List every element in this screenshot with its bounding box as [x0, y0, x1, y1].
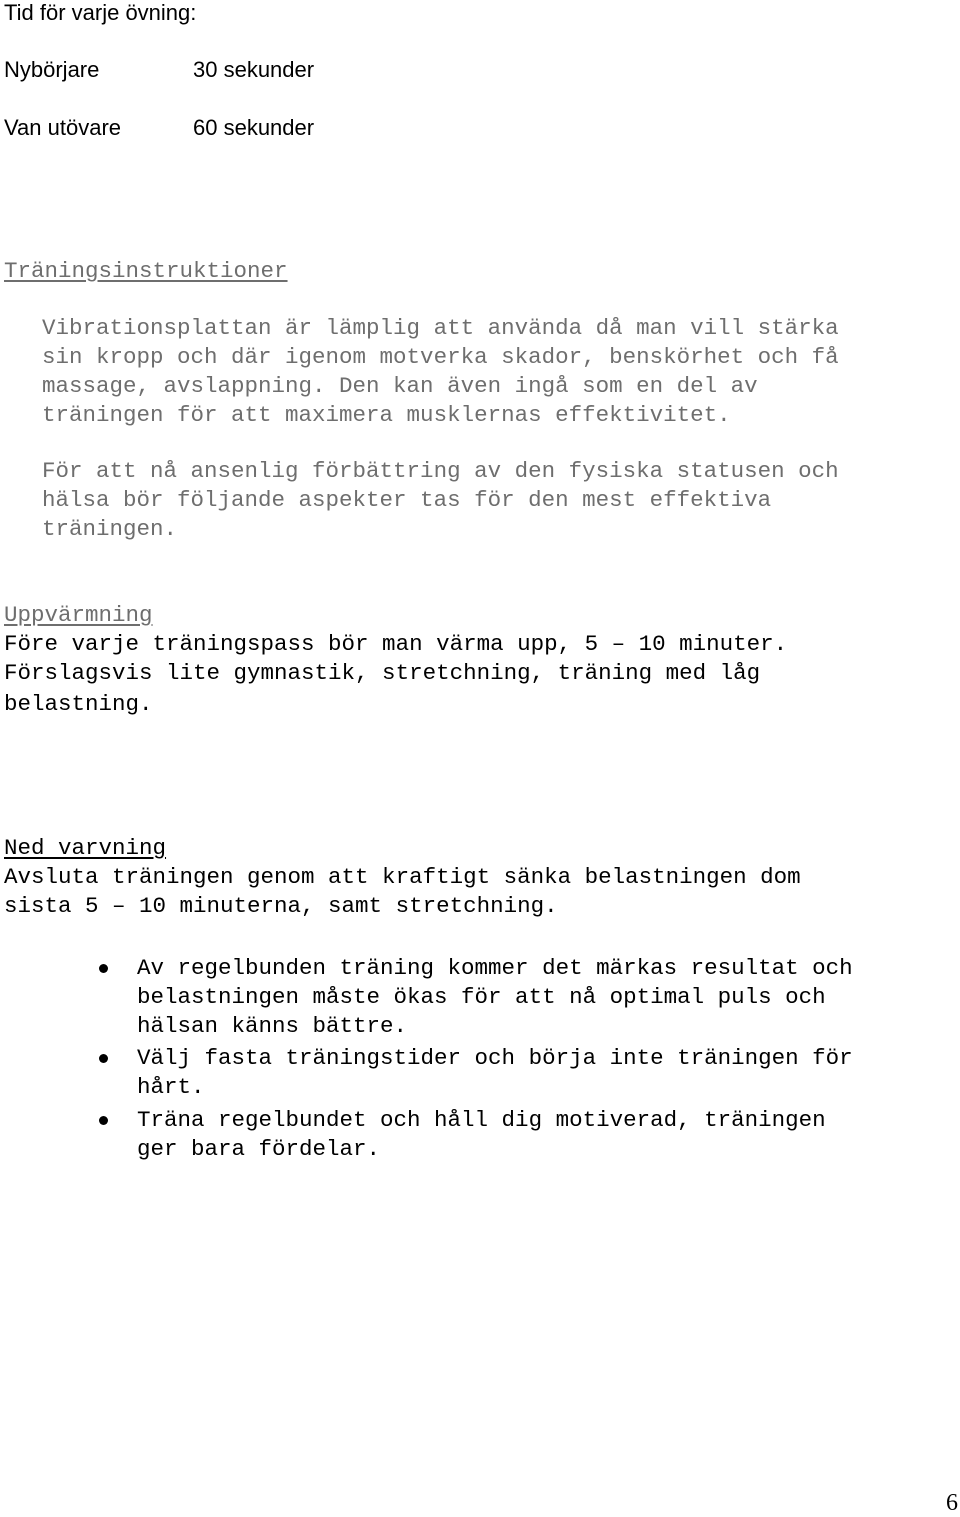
paragraph-line: belastning.: [4, 691, 153, 717]
paragraph-line: massage, avslappning. Den kan även ingå som en del av: [42, 373, 758, 399]
bullet-dot-icon: [99, 1054, 108, 1063]
paragraph-line: träningen.: [42, 516, 178, 542]
paragraph-line: För att nå ansenlig förbättring av den fysiska statusen och: [42, 458, 839, 484]
list-item-line: hälsan känns bättre.: [137, 1013, 408, 1039]
bullet-dot-icon: [99, 964, 108, 973]
list-item-line: Av regelbunden träning kommer det märkas resultat och: [137, 955, 853, 981]
cooldown-text: [4, 863, 801, 921]
duration-experienced: 60 sekunder: [193, 115, 315, 140]
list-item-line: belastningen måste ökas för att nå optimal puls och: [137, 984, 826, 1010]
instructions-paragraph-2: [42, 457, 839, 544]
paragraph-line: sin kropp och där igenom motverka skador, benskörhet och få: [42, 344, 839, 370]
list-item: [137, 1044, 853, 1102]
time-heading: Tid för varje övning:: [4, 0, 197, 25]
paragraph-line: Vibrationsplattan är lämplig att använda då man vill stärka: [42, 315, 839, 341]
level-experienced: Van utövare: [4, 115, 122, 140]
paragraph-line: Före varje träningspass bör man värma upp, 5 – 10 minuter.: [4, 631, 788, 657]
list-item: [137, 954, 853, 1041]
paragraph-line: Avsluta träningen genom att kraftigt sänka belastningen dom: [4, 864, 801, 890]
warmup-heading: Uppvärmning: [4, 602, 153, 628]
warmup-text: [4, 630, 787, 719]
cooldown-heading: Ned varvning: [4, 835, 167, 861]
list-item: [137, 1106, 826, 1164]
bullet-dot-icon: [99, 1116, 108, 1125]
paragraph-line: Förslagsvis lite gymnastik, stretchning, träning med låg: [4, 660, 761, 686]
paragraph-line: hälsa bör följande aspekter tas för den mest effektiva: [42, 487, 772, 513]
level-beginner: Nybörjare: [4, 57, 100, 82]
paragraph-line: sista 5 – 10 minuterna, samt stretchning.: [4, 893, 558, 919]
list-item-line: Välj fasta träningstider och börja inte träningen för: [137, 1045, 853, 1071]
instructions-heading: Träningsinstruktioner: [4, 258, 288, 284]
duration-beginner: 30 sekunder: [193, 57, 315, 82]
page-number: 6: [946, 1490, 958, 1516]
list-item-line: hårt.: [137, 1074, 205, 1100]
list-item-line: Träna regelbundet och håll dig motiverad, träningen: [137, 1107, 826, 1133]
list-item-line: ger bara fördelar.: [137, 1136, 381, 1162]
instructions-paragraph-1: [42, 314, 839, 430]
paragraph-line: träningen för att maximera musklernas effektivitet.: [42, 402, 731, 428]
